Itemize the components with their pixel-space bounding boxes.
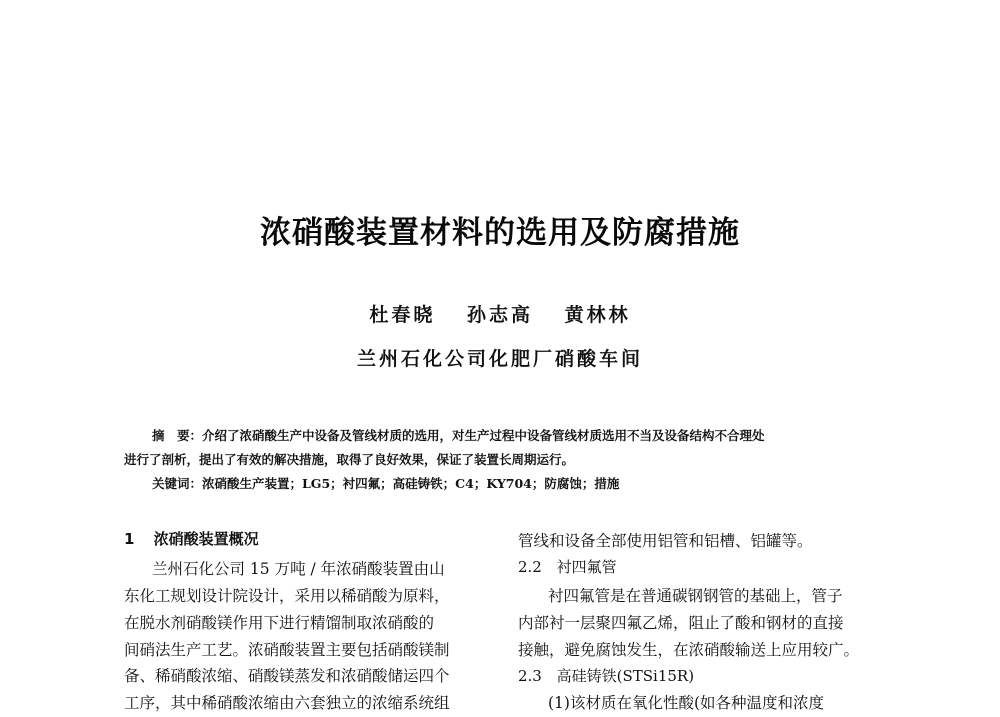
section-1-number: 1 (124, 530, 135, 548)
keywords-line (124, 473, 619, 495)
left-line-6: 工序，其中稀硝酸浓缩由六套独立的浓缩系统组 (124, 694, 450, 712)
subsection-2-2-heading (518, 556, 617, 577)
left-line-1: 兰州石化公司 15 万吨 / 年浓硝酸装置由山 (152, 560, 445, 578)
right-line-4: (1)该材质在氧化性酸(如各种温度和浓度 (548, 694, 825, 712)
author-list: 杜春晓 孙志高 黄林林 (369, 304, 631, 326)
left-line-5: 备、稀硝酸浓缩、硝酸镁蒸发和浓硝酸储运四个 (124, 667, 450, 685)
left-line-4: 间硝法生产工艺。浓硝酸装置主要包括硝酸镁制 (124, 641, 450, 659)
right-line-2: 内部衬一层聚四氟乙烯，阻止了酸和钢材的直接 (518, 614, 844, 632)
abstract-label: 摘 要： (152, 428, 203, 443)
subsection-2-2-number: 2.2 (518, 558, 542, 576)
left-line-3: 在脱水剂硝酸镁作用下进行精馏制取浓硝酸的 (124, 614, 435, 632)
author-affiliation: 兰州石化公司化肥厂硝酸车间 (356, 348, 643, 370)
right-line-3: 接触，避免腐蚀发生，在浓硝酸输送上应用较广。 (518, 641, 860, 659)
abstract-text-2: 进行了剖析，提出了有效的解决措施，取得了良好效果，保证了装置长周期运行。 (124, 452, 575, 467)
section-1-heading (124, 528, 259, 549)
subsection-2-3-heading (518, 665, 694, 686)
right-line-1: 衬四氟管是在普通碳钢钢管的基础上，管子 (548, 587, 843, 605)
abstract-text-1: 介绍了浓硝酸生产中设备及管线材质的选用，对生产过程中设备管线材质选用不当及设备结构不合理处 (202, 428, 765, 443)
keywords-text: 浓硝酸生产装置；LG5；衬四氟；高硅铸铁；C4；KY704；防腐蚀；措施 (202, 476, 620, 491)
paper-title: 浓硝酸装置材料的选用及防腐措施 (260, 215, 740, 251)
section-1-title: 浓硝酸装置概况 (153, 530, 259, 548)
abstract-line-2 (124, 449, 574, 471)
abstract-line-1 (124, 425, 765, 447)
keywords-label: 关键词： (152, 476, 203, 491)
subsection-2-2-title: 衬四氟管 (556, 558, 617, 576)
left-line-2: 东化工规划设计院设计，采用以稀硝酸为原料， (124, 587, 450, 605)
right-line-0: 管线和设备全部使用铝管和铝槽、铝罐等。 (518, 532, 813, 550)
subsection-2-3-number: 2.3 (518, 667, 542, 685)
subsection-2-3-title: 高硅铸铁(STSi15R) (556, 667, 695, 685)
